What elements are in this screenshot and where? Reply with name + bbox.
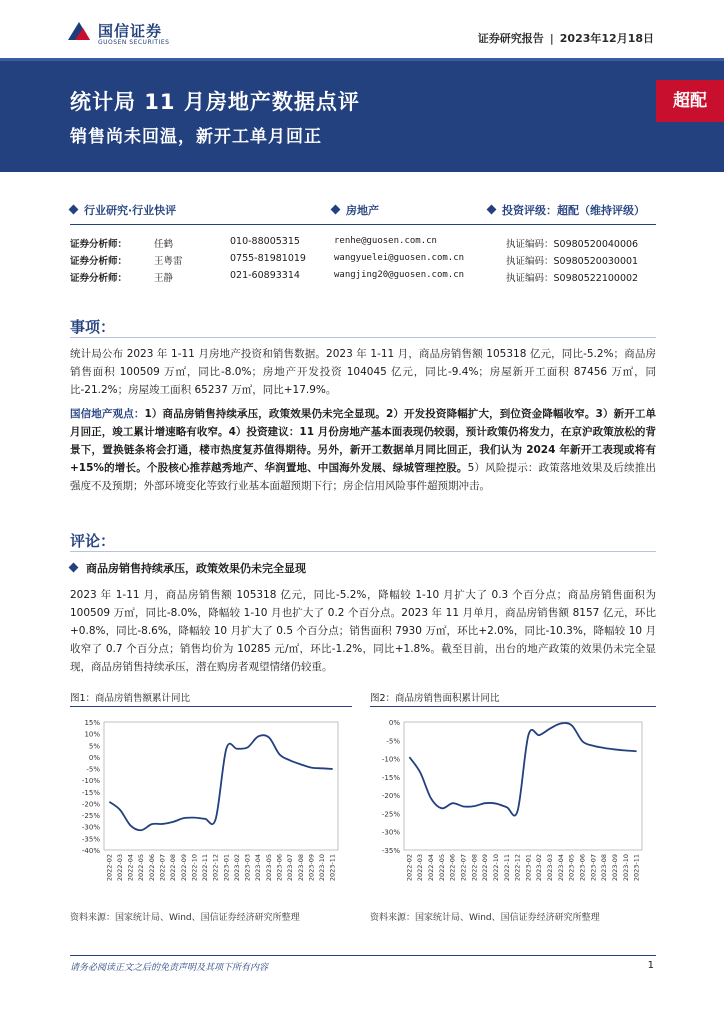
x-tick-label: 2022-10	[491, 854, 500, 882]
tag-category: 行业研究·行业快评	[70, 202, 176, 218]
tag-industry: 房地产	[332, 202, 379, 218]
analyst-email[interactable]: wangyuelei@guosen.com.cn	[334, 253, 465, 263]
sub-heading: 商品房销售持续承压，政策效果仍未完全显现	[70, 560, 306, 576]
figure-rule	[370, 706, 656, 707]
x-tick-label: 2023-09	[610, 854, 619, 882]
x-tick-label: 2022-03	[416, 854, 425, 882]
x-tick-label: 2022-08	[169, 854, 178, 882]
figure-2-source: 资料来源：国家统计局、Wind、国信证券经济研究所整理	[370, 913, 600, 923]
x-tick-label: 2022-11	[201, 854, 210, 882]
view-paragraph	[70, 405, 656, 495]
y-tick-label: -10%	[81, 777, 100, 786]
diamond-icon	[487, 205, 497, 215]
section-rule	[70, 551, 656, 552]
x-tick-label: 2023-10	[621, 854, 630, 882]
logo-subtext: GUOSEN SECURITIES	[98, 39, 170, 46]
x-tick-label: 2022-05	[437, 854, 446, 882]
analyst-row: 证券分析师： 王静 021-60893314 wangjing20@guosen.com.cn 执证编码：S0980522100002	[70, 270, 639, 284]
analyst-row: 证券分析师： 王粤雷 0755-81981019 wangyuelei@guosen.com.cn 执证编码：S0980520030001	[70, 253, 639, 267]
x-tick-label: 2022-03	[115, 854, 124, 882]
x-tick-label: 2023-08	[600, 854, 609, 882]
x-tick-label: 2022-10	[190, 854, 199, 882]
x-tick-label: 2022-02	[105, 854, 114, 882]
x-tick-label: 2023-03	[546, 854, 555, 882]
analyst-email[interactable]: renhe@guosen.com.cn	[334, 236, 437, 246]
x-tick-label: 2023-04	[556, 854, 565, 882]
diamond-icon	[69, 563, 79, 573]
risk-text: 5）风险提示：政策落地效果及后续推出强度不及预期；外部环境变化等致行业基本面超预期下行；房企信用风险事件超预期冲击。	[70, 462, 656, 492]
y-tick-label: 10%	[84, 730, 100, 739]
x-tick-label: 2023-11	[328, 854, 337, 882]
x-tick-label: 2023-09	[307, 854, 316, 882]
view-label: 国信地产观点：	[70, 408, 145, 420]
y-tick-label: -30%	[381, 828, 400, 837]
x-tick-label: 2023-08	[296, 854, 305, 882]
x-tick-label: 2023-02	[232, 854, 241, 882]
report-title: 统计局 11 月房地产数据点评	[70, 90, 360, 114]
report-type: 证券研究报告	[477, 32, 544, 45]
section-heading-event: 事项：	[70, 318, 116, 336]
report-meta: 证券研究报告 | 2023年12月18日	[477, 32, 654, 45]
tag-row	[70, 202, 656, 220]
x-tick-label: 2023-05	[567, 854, 576, 882]
divider	[70, 224, 656, 225]
y-tick-label: -30%	[81, 823, 100, 832]
event-paragraph: 统计局公布 2023 年 1-11 月房地产投资和销售数据。2023 年 1-11 月，商品房销售额 105318 亿元，同比-5.2%；商品房销售面积 100509 万㎡，同比-8.0%；房地产开发投资 104045 亿元，同比-9.4%；房屋新开工面积 87456 万㎡，同比-21.2%；房屋竣工面积 65237 万㎡，同比+17.9%。	[70, 348, 656, 396]
x-tick-label: 2023-06	[578, 854, 587, 882]
footer-rule	[70, 955, 656, 956]
x-tick-label: 2022-11	[502, 854, 511, 882]
x-tick-label: 2023-01	[222, 854, 231, 882]
x-tick-label: 2022-02	[405, 854, 414, 882]
chart-sales-value	[70, 712, 352, 902]
x-tick-label: 2022-12	[211, 854, 220, 882]
y-tick-label: -35%	[81, 835, 100, 844]
figure-1-source: 资料来源：国家统计局、Wind、国信证券经济研究所整理	[70, 913, 300, 923]
diamond-icon	[69, 205, 79, 215]
x-tick-label: 2022-08	[470, 854, 479, 882]
page-header	[0, 0, 724, 58]
rating-badge: 超配	[656, 80, 724, 122]
x-tick-label: 2023-04	[254, 854, 263, 882]
figure-rule	[70, 706, 352, 707]
y-tick-label: -40%	[81, 847, 100, 855]
x-tick-label: 2023-06	[275, 854, 284, 882]
y-tick-label: -15%	[381, 773, 400, 782]
x-tick-label: 2023-07	[286, 854, 295, 882]
page-number: 1	[647, 960, 654, 971]
plot-frame	[404, 722, 642, 850]
x-tick-label: 2022-05	[137, 854, 146, 882]
report-date: 2023年12月18日	[559, 32, 654, 45]
y-tick-label: -25%	[81, 812, 100, 821]
comment-paragraph: 2023 年 1-11 月，商品房销售额 105318 亿元，同比-5.2%，降幅较 1-10 月扩大了 0.3 个百分点；商品房销售面积为 100509 万㎡，同比-8.0%，降幅较 1-10 月也扩大了 0.2 个百分点。2023 年 11 月单月，商品房销售额 8157 亿元，环比+0.8%，同比-8.6%，降幅较 10 月扩大了 0.5 个百分点；销售面积 7930 万㎡，环比+2.0%，同比-10.3%，降幅较 10 月收窄了 0.7 个百分点；销售均价为 10285 元/㎡，环比-1.2%，同比+1.8%。截至目前，出台的地产政策的效果仍未完全显现，商品房销售持续承压，潜在购房者观望情绪仍较重。	[70, 589, 656, 673]
x-tick-label: 2023-05	[264, 854, 273, 882]
chart-sales-area	[370, 712, 656, 902]
diamond-icon	[331, 205, 341, 215]
figure-1-caption: 图1：商品房销售额累计同比	[70, 693, 191, 704]
x-tick-label: 2023-03	[243, 854, 252, 882]
x-tick-label: 2022-04	[427, 854, 436, 882]
y-tick-label: -25%	[381, 810, 400, 819]
series-line	[109, 735, 332, 830]
y-tick-label: -20%	[381, 792, 400, 801]
analyst-table	[70, 236, 670, 287]
y-tick-label: -5%	[86, 765, 100, 774]
y-tick-label: -35%	[381, 847, 400, 855]
x-tick-label: 2022-09	[179, 854, 188, 882]
guosen-logo-icon	[66, 18, 92, 44]
x-tick-label: 2022-06	[448, 854, 457, 882]
x-tick-label: 2022-12	[513, 854, 522, 882]
y-tick-label: 0%	[388, 719, 400, 727]
x-tick-label: 2022-07	[158, 854, 167, 882]
logo-text: 国信证券	[98, 22, 163, 40]
x-tick-label: 2023-10	[318, 854, 327, 882]
x-tick-label: 2022-07	[459, 854, 468, 882]
disclaimer-note[interactable]: 请务必阅读正文之后的免责声明及其项下所有内容	[70, 963, 269, 973]
x-tick-label: 2022-06	[147, 854, 156, 882]
x-tick-label: 2023-07	[589, 854, 598, 882]
x-tick-label: 2023-02	[535, 854, 544, 882]
analyst-email[interactable]: wangjing20@guosen.com.cn	[334, 270, 465, 280]
report-subtitle: 销售尚未回温，新开工单月回正	[70, 127, 322, 147]
banner-stripe	[0, 58, 724, 61]
analyst-row: 证券分析师： 任鹤 010-88005315 renhe@guosen.com.cn 执证编码：S0980520040006	[70, 236, 639, 250]
x-tick-label: 2022-04	[126, 854, 135, 882]
x-tick-label: 2023-01	[524, 854, 533, 882]
y-tick-label: 0%	[88, 753, 100, 762]
y-tick-label: -5%	[386, 737, 400, 746]
section-rule	[70, 337, 656, 338]
figure-2-caption: 图2：商品房销售面积累计同比	[370, 693, 500, 704]
y-tick-label: -10%	[381, 755, 400, 764]
tag-rating: 投资评级：超配（维持评级）	[488, 202, 645, 218]
x-tick-label: 2022-09	[481, 854, 490, 882]
series-line	[409, 723, 636, 816]
y-tick-label: 5%	[88, 742, 100, 751]
y-tick-label: -15%	[81, 788, 100, 797]
y-tick-label: 15%	[84, 719, 100, 727]
view-text: 1）商品房销售持续承压，政策效果仍未完全显现。2）开发投资降幅扩大，到位资金降幅收窄。3）新开工单月回正，竣工累计增速略有收窄。4）投资建议：11 月份房地产基本面表现仍较弱，预计政策仍将发力，在京沪政策放松的背景下，置换链条将会打通，楼市热度复苏值得期待。另外，新开工数据单月同比回正，我们认为 2024 年新开工表现或将有+15%的增长。个股核心推荐越秀地产、华润置地、中国海外发展、绿城管理控股。	[70, 408, 656, 474]
x-tick-label: 2023-11	[632, 854, 641, 882]
section-heading-comment: 评论：	[70, 532, 116, 550]
y-tick-label: -20%	[81, 800, 100, 809]
